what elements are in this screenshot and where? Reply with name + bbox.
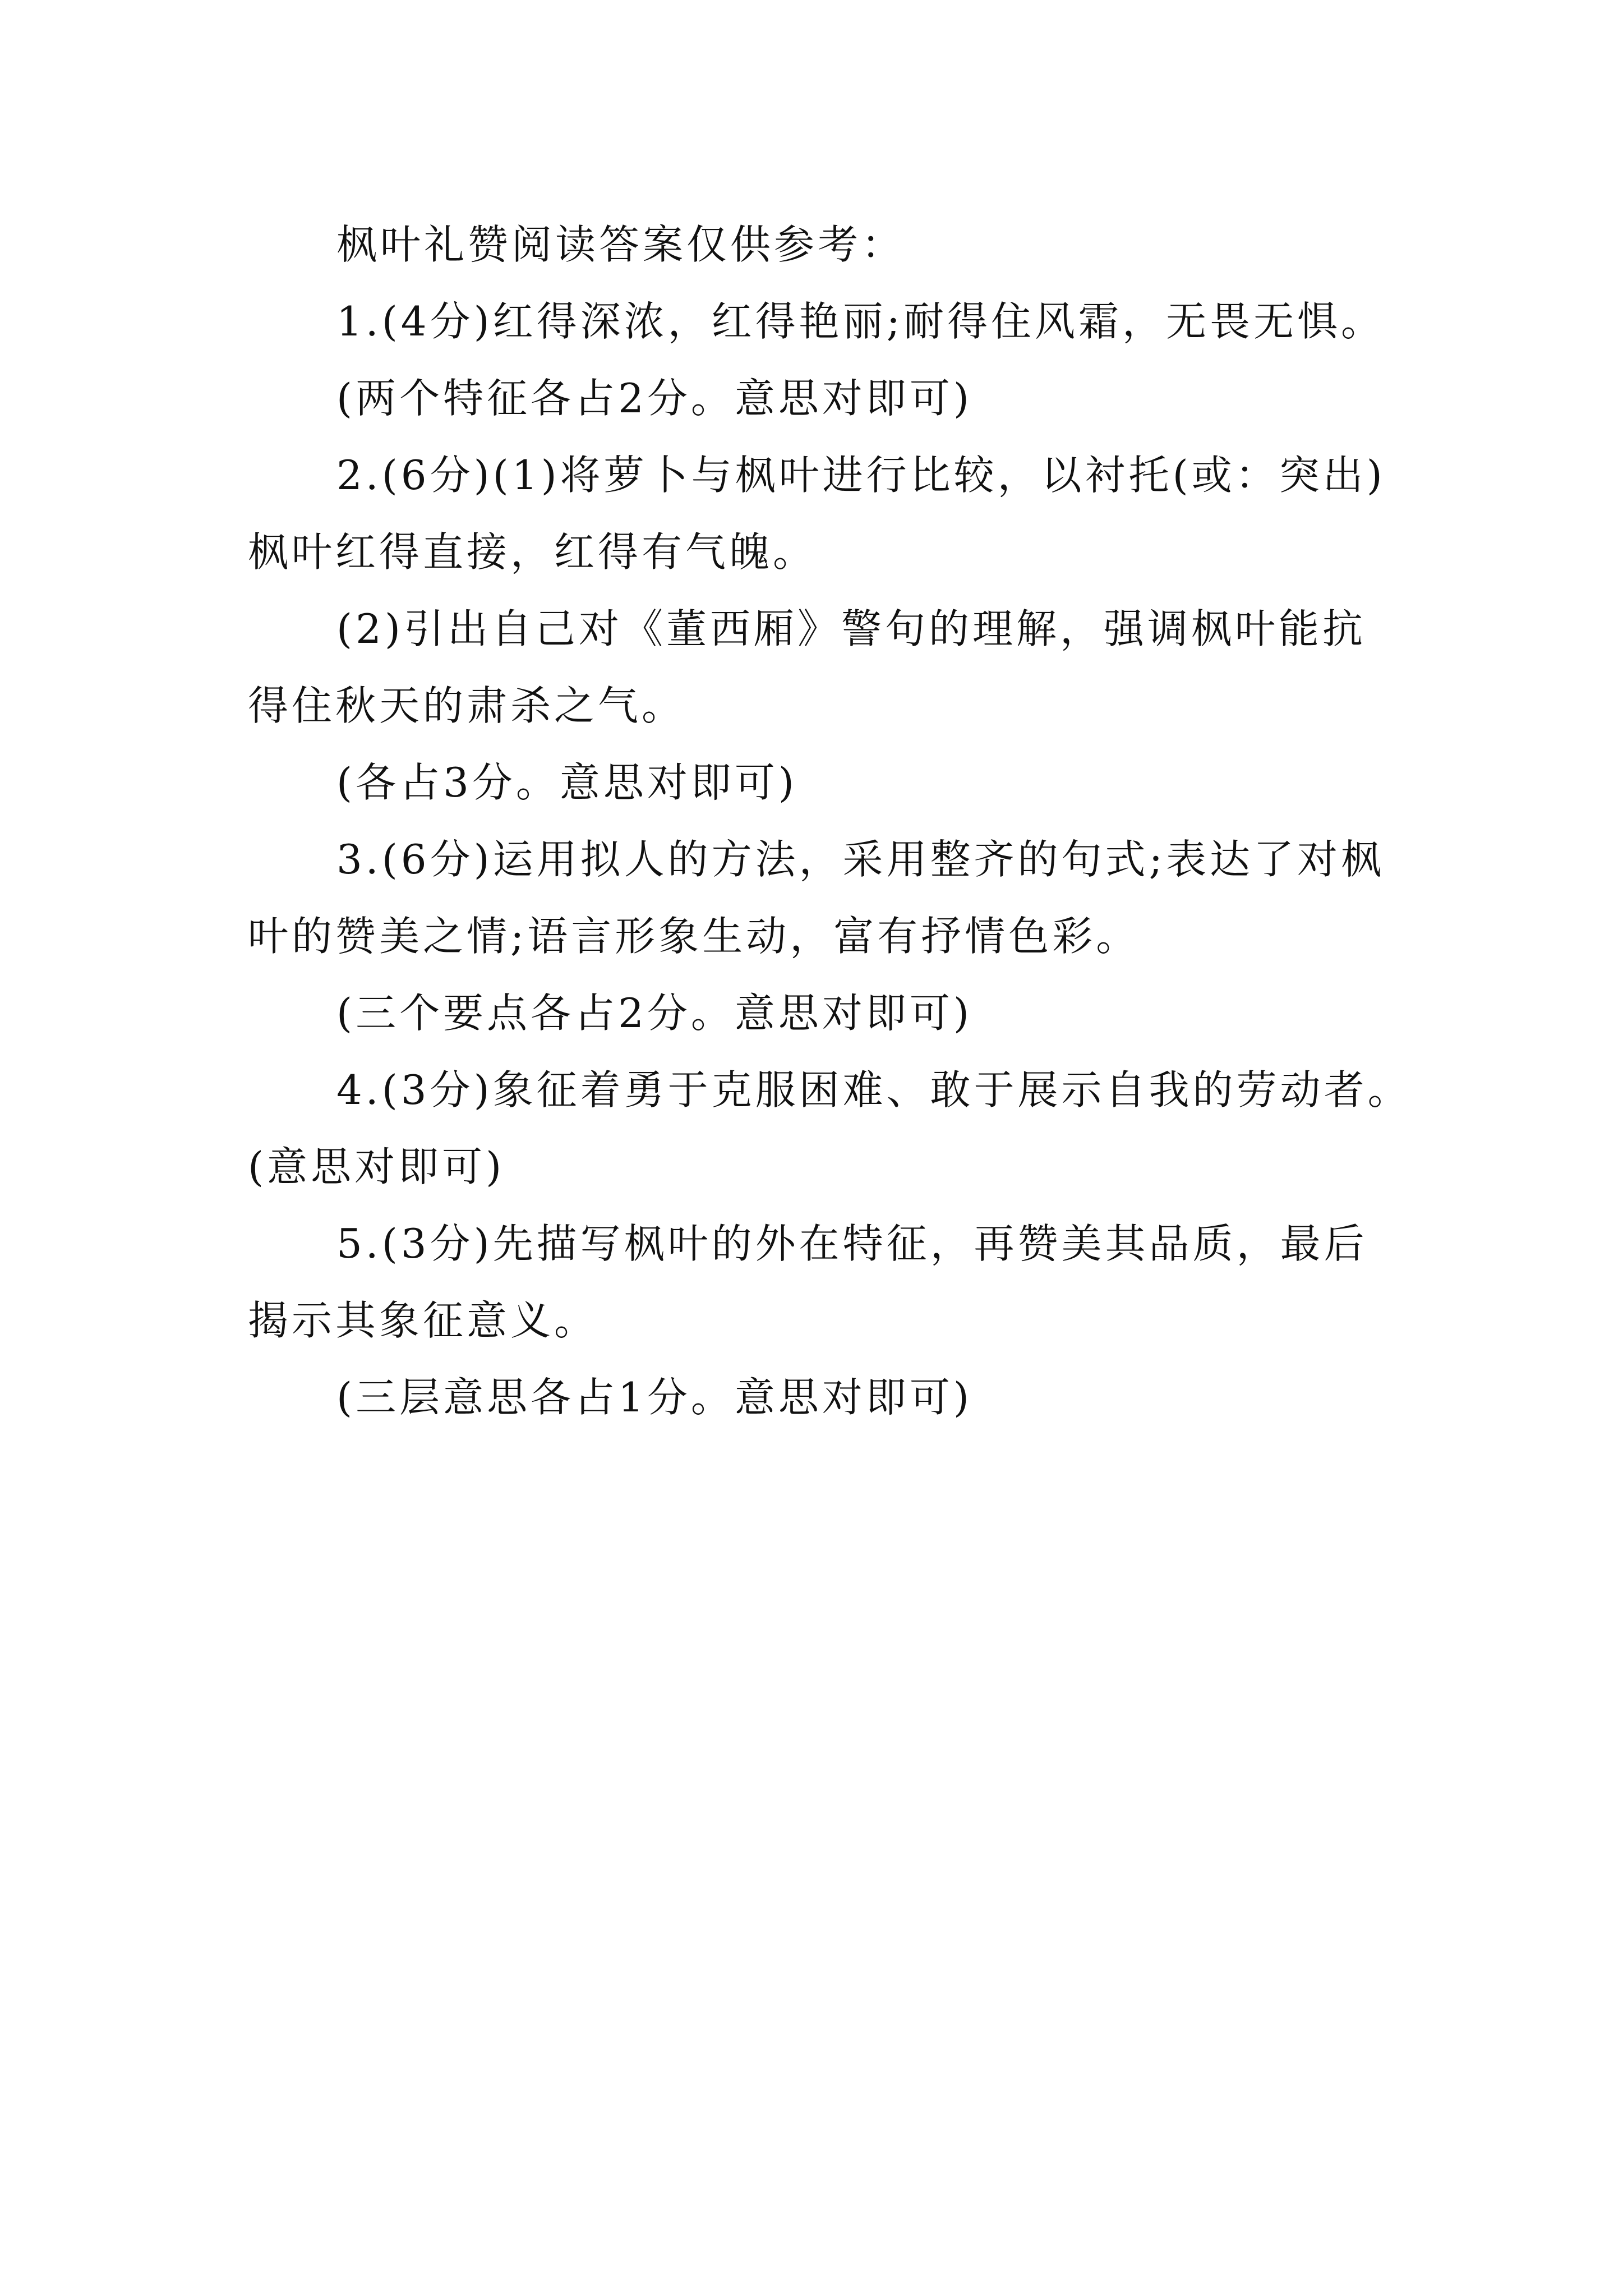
answer-4-line-1: 4.(3分)象征着勇于克服困难、敢于展示自我的劳动者。 [336, 1066, 1412, 1114]
answer-4-scoring-note: (意思对即可) [248, 1143, 505, 1190]
answer-3-scoring-note: (三个要点各占2分。意思对即可) [336, 990, 972, 1037]
answer-2-line-3: (2)引出自己对《董西厢》警句的理解，强调枫叶能抗 [336, 605, 1366, 652]
answer-2-scoring-note: (各占3分。意思对即可) [336, 759, 797, 806]
answer-2-line-4: 得住秋天的肃杀之气。 [248, 682, 686, 729]
answer-2-line-2: 枫叶红得直接，红得有气魄。 [248, 528, 817, 576]
document-heading: 枫叶礼赞阅读答案仅供参考： [336, 221, 906, 268]
answer-5-scoring-note: (三层意思各占1分。意思对即可) [336, 1374, 972, 1421]
answer-1-scoring-note: (两个特征各占2分。意思对即可) [336, 375, 972, 422]
answer-2-line-1: 2.(6分)(1)将萝卜与枫叶进行比较，以衬托(或：突出) [336, 452, 1386, 499]
answer-3-line-2: 叶的赞美之情;语言形象生动，富有抒情色彩。 [248, 913, 1140, 960]
answer-5-line-2: 揭示其象征意义。 [248, 1297, 598, 1344]
answer-1-line-1: 1.(4分)红得深浓，红得艳丽;耐得住风霜，无畏无惧。 [336, 298, 1385, 345]
answer-5-line-1: 5.(3分)先描写枫叶的外在特征，再赞美其品质，最后 [336, 1220, 1368, 1267]
answer-3-line-1: 3.(6分)运用拟人的方法，采用整齐的句式;表达了对枫 [336, 836, 1385, 883]
